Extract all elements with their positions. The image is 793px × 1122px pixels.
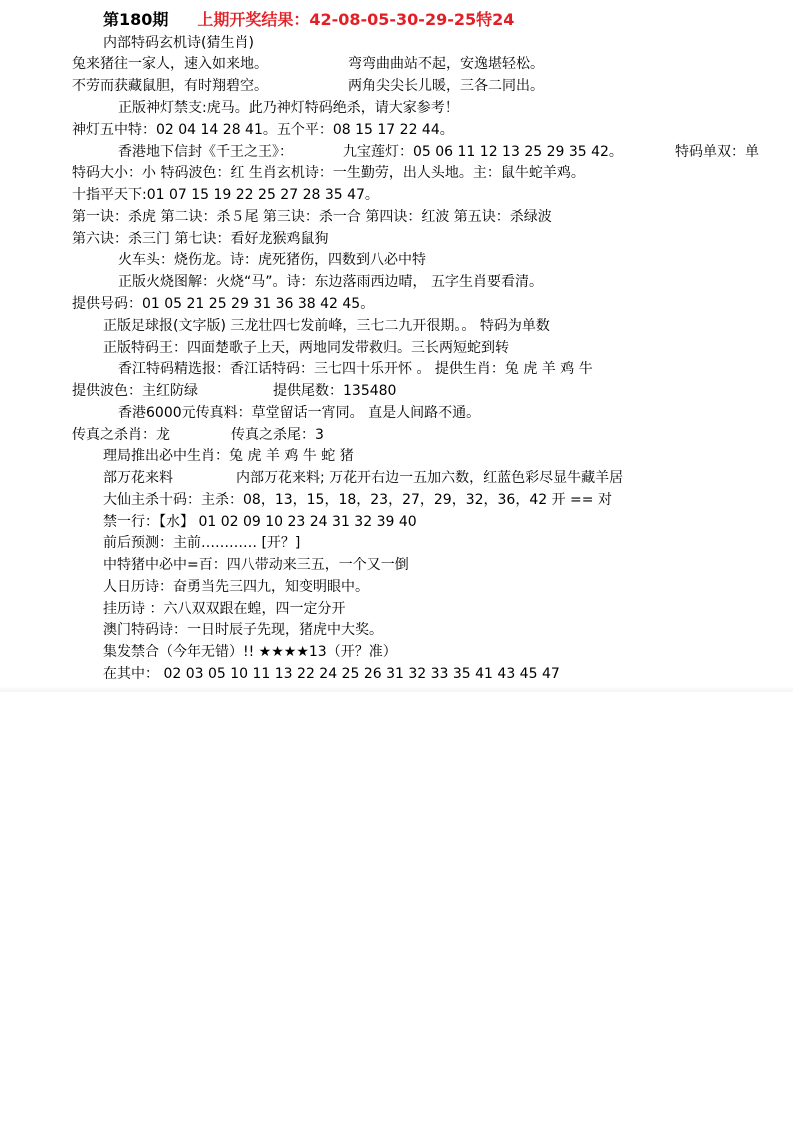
poem-line-2a: 不劳而获藏鼠胆，有时翔碧空。 xyxy=(72,78,268,94)
flower-material-label: 部万花来料 xyxy=(103,470,173,486)
fire-diagram-line: 正版火烧图解：火烧“马”。诗：东边落雨西边晴， 五字生肖要看清。 xyxy=(118,274,543,290)
wave-color-line: 提供波色：主红防绿 xyxy=(72,383,198,399)
tail-digits-line: 提供尾数：135480 xyxy=(273,383,397,399)
collection-line: 集发禁合（今年无错）!! ★★★★13（开？准） xyxy=(103,644,397,660)
lamp-ban-line: 正版神灯禁支:虎马。此乃神灯特码绝杀，请大家参考！ xyxy=(118,100,459,116)
poem-line-1b: 弯弯曲曲站不起，安逸堪轻松。 xyxy=(348,56,544,72)
secrets-line-1: 第一诀：杀虎 第二诀：杀５尾 第三诀：杀一合 第四诀：红波 第五诀：杀绿波 xyxy=(72,209,552,225)
ten-fingers-line: 十指平天下:01 07 15 19 22 25 27 28 35 47。 xyxy=(72,187,379,203)
poem-line-1a: 兔来猪往一家人，速入如来地。 xyxy=(72,56,268,72)
secrets-line-2: 第六诀：杀三门 第七诀：看好龙猴鸡鼠狗 xyxy=(72,231,329,247)
lamp-five-line: 神灯五中特：02 04 14 28 41。五个平：08 15 17 22 44。 xyxy=(72,122,454,138)
page-divider xyxy=(0,686,793,692)
poem-line-2b: 两角尖尖长儿暖，三各二同出。 xyxy=(348,78,544,94)
calendar-poem-line: 人日历诗：奋勇当先三四九，知变明眼中。 xyxy=(103,579,369,595)
football-report-line: 正版足球报(文字版) 三龙壮四七发前峰，三七二九开很期。。 特码为单数 xyxy=(103,318,550,334)
included-numbers-line: 在其中： 02 03 05 10 11 13 22 24 25 26 31 32 33 35 41 43 45 47 xyxy=(103,666,560,682)
macau-poem-line: 澳门特码诗：一日时辰子先现，猪虎中大奖。 xyxy=(103,622,383,638)
envelope-title: 香港地下信封《千王之王》： xyxy=(118,144,293,160)
header-line xyxy=(103,10,514,31)
mystery-poem-heading: 内部特码玄机诗(猜生肖) xyxy=(103,35,254,51)
lotus-lamp-line: 九宝莲灯：05 06 11 12 13 25 29 35 42。 xyxy=(343,144,623,160)
fax-line: 香港6000元传真料：草堂留话一宵同。 直是人间路不通。 xyxy=(118,405,481,421)
prediction-line: 前后预测：主前………… [开？] xyxy=(103,535,301,551)
special-king-line: 正版特码王：四面楚歌子上天，两地同发带救归。三长两短蛇到转 xyxy=(103,340,509,356)
size-color-line: 特码大小：小 特码波色：红 生肖玄机诗：一生勤劳，出人头地。主：鼠牛蛇羊鸡。 xyxy=(72,165,585,181)
last-draw-result: 上期开奖结果：42-08-05-30-29-25特24 xyxy=(197,10,515,29)
immortal-kill-line: 大仙主杀十码：主杀：08，13，15，18，23，27，29，32，36，42 开 == 对 xyxy=(103,492,612,508)
bureau-zodiac-line: 理局推出必中生肖：兔 虎 羊 鸡 牛 蛇 猪 xyxy=(103,448,354,464)
ban-row-line: 禁一行：【水】 01 02 09 10 23 24 31 32 39 40 xyxy=(103,514,417,530)
wall-calendar-line: 挂历诗 ：六八双双跟在蝗，四一定分开 xyxy=(103,601,346,617)
numbers-line: 提供号码：01 05 21 25 29 31 36 38 42 45。 xyxy=(72,296,375,312)
xiangjiang-line: 香江特码精选报：香江话特码：三七四十乐开怀 。 提供生肖：兔 虎 羊 鸡 牛 xyxy=(118,361,593,377)
flower-material-line: 内部万花来料; 万花开右边一五加六数，红蓝色彩尽显牛藏羊居 xyxy=(236,470,624,486)
fax-kill-zodiac: 传真之杀肖：龙 xyxy=(72,427,170,443)
locomotive-line: 火车头：烧伤龙。诗：虎死猪伤，四数到八必中特 xyxy=(118,252,426,268)
odd-even-line: 特码单双：单 xyxy=(675,144,759,160)
pig-special-line: 中特猪中必中=百：四八带动来三五，一个又一倒 xyxy=(103,557,409,573)
issue-number: 第180期 xyxy=(103,10,169,29)
fax-kill-tail: 传真之杀尾：3 xyxy=(231,427,324,443)
